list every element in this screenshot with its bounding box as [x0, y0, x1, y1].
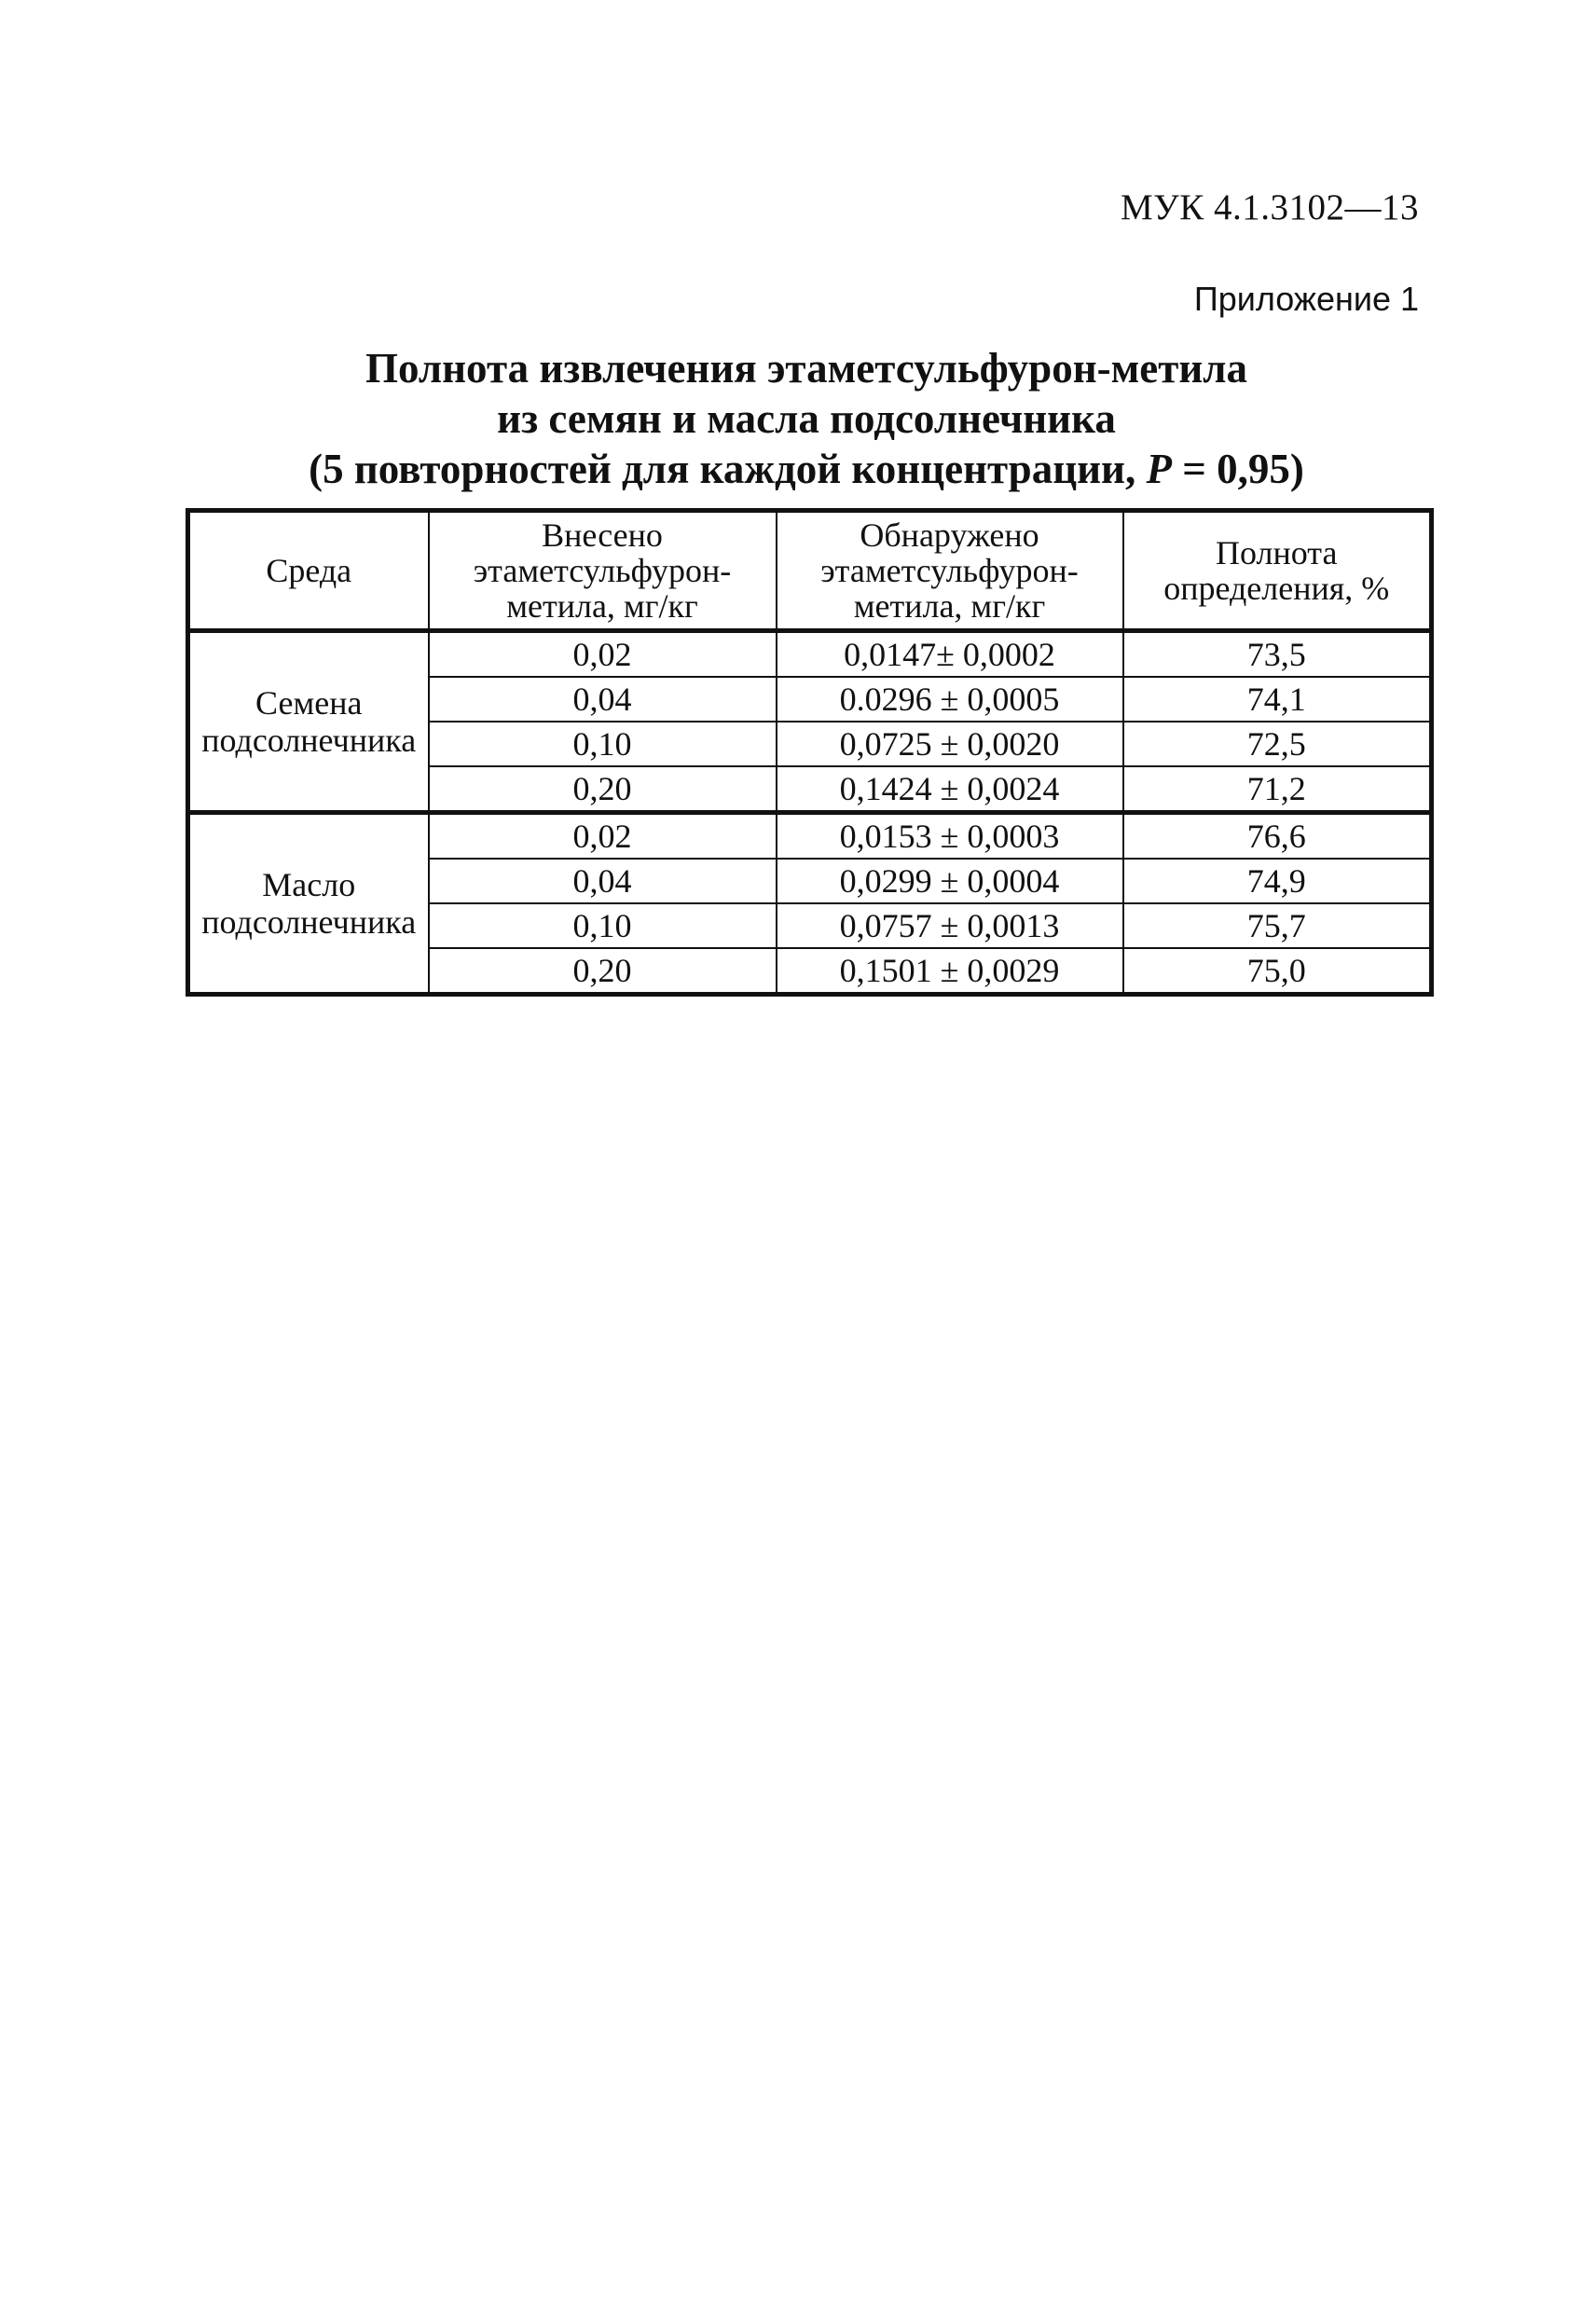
title-line-3-prefix: (5 повторностей для каждой концентрации, [309, 446, 1147, 492]
recovery-table [186, 508, 1434, 997]
header-recovery [1123, 511, 1432, 631]
recovery-cell: 73,5 [1123, 631, 1432, 678]
header-added-line: метила, мг/кг [506, 587, 698, 625]
recovery-cell: 71,2 [1123, 766, 1432, 813]
header-found-line: метила, мг/кг [853, 587, 1046, 625]
header-found [777, 511, 1123, 631]
added-cell: 0,20 [429, 948, 777, 995]
header-medium [188, 511, 429, 631]
table-row [188, 813, 1432, 860]
found-cell: 0.0296 ± 0,0005 [777, 677, 1123, 722]
header-recovery-line: определения, % [1163, 570, 1390, 607]
medium-cell-seeds [188, 631, 429, 813]
probability-variable: P [1146, 446, 1172, 492]
table-row [188, 631, 1432, 678]
medium-line: Масло [262, 866, 356, 903]
header-found-line: Обнаружено [860, 516, 1039, 554]
added-cell: 0,10 [429, 903, 777, 948]
recovery-cell: 76,6 [1123, 813, 1432, 860]
recovery-cell: 74,9 [1123, 859, 1432, 903]
medium-line: Семена [255, 684, 363, 722]
table-title [186, 343, 1426, 494]
found-cell: 0,0153 ± 0,0003 [777, 813, 1123, 860]
added-cell: 0,10 [429, 722, 777, 766]
found-cell: 0,1424 ± 0,0024 [777, 766, 1123, 813]
header-medium-text: Среда [266, 552, 352, 589]
header-found-line: этаметсульфурон- [820, 552, 1079, 589]
appendix-label: Приложение 1 [1193, 280, 1419, 318]
title-line-3 [186, 444, 1426, 494]
header-recovery-line: Полнота [1216, 534, 1338, 571]
recovery-cell: 74,1 [1123, 677, 1432, 722]
header-added-line: Внесено [542, 516, 663, 554]
found-cell: 0,0725 ± 0,0020 [777, 722, 1123, 766]
medium-line: подсолнечника [201, 903, 417, 941]
added-cell: 0,02 [429, 813, 777, 860]
table-body [188, 631, 1432, 995]
recovery-cell: 75,7 [1123, 903, 1432, 948]
added-cell: 0,20 [429, 766, 777, 813]
table-header [188, 511, 1432, 631]
added-cell: 0,04 [429, 677, 777, 722]
header-row [188, 511, 1432, 631]
recovery-cell: 75,0 [1123, 948, 1432, 995]
header-added [429, 511, 777, 631]
recovery-cell: 72,5 [1123, 722, 1432, 766]
medium-line: подсолнечника [201, 722, 417, 759]
added-cell: 0,04 [429, 859, 777, 903]
header-added-line: этаметсульфурон- [473, 552, 732, 589]
found-cell: 0,0299 ± 0,0004 [777, 859, 1123, 903]
medium-cell-oil [188, 813, 429, 995]
found-cell: 0,1501 ± 0,0029 [777, 948, 1123, 995]
title-line-3-suffix: = 0,95) [1172, 446, 1304, 492]
found-cell: 0,0147± 0,0002 [777, 631, 1123, 678]
found-cell: 0,0757 ± 0,0013 [777, 903, 1123, 948]
added-cell: 0,02 [429, 631, 777, 678]
document-code: МУК 4.1.3102—13 [1120, 187, 1419, 227]
title-line-2: из семян и масла подсолнечника [497, 395, 1116, 442]
title-line-1: Полнота извлечения этаметсульфурон-метила [365, 345, 1248, 392]
